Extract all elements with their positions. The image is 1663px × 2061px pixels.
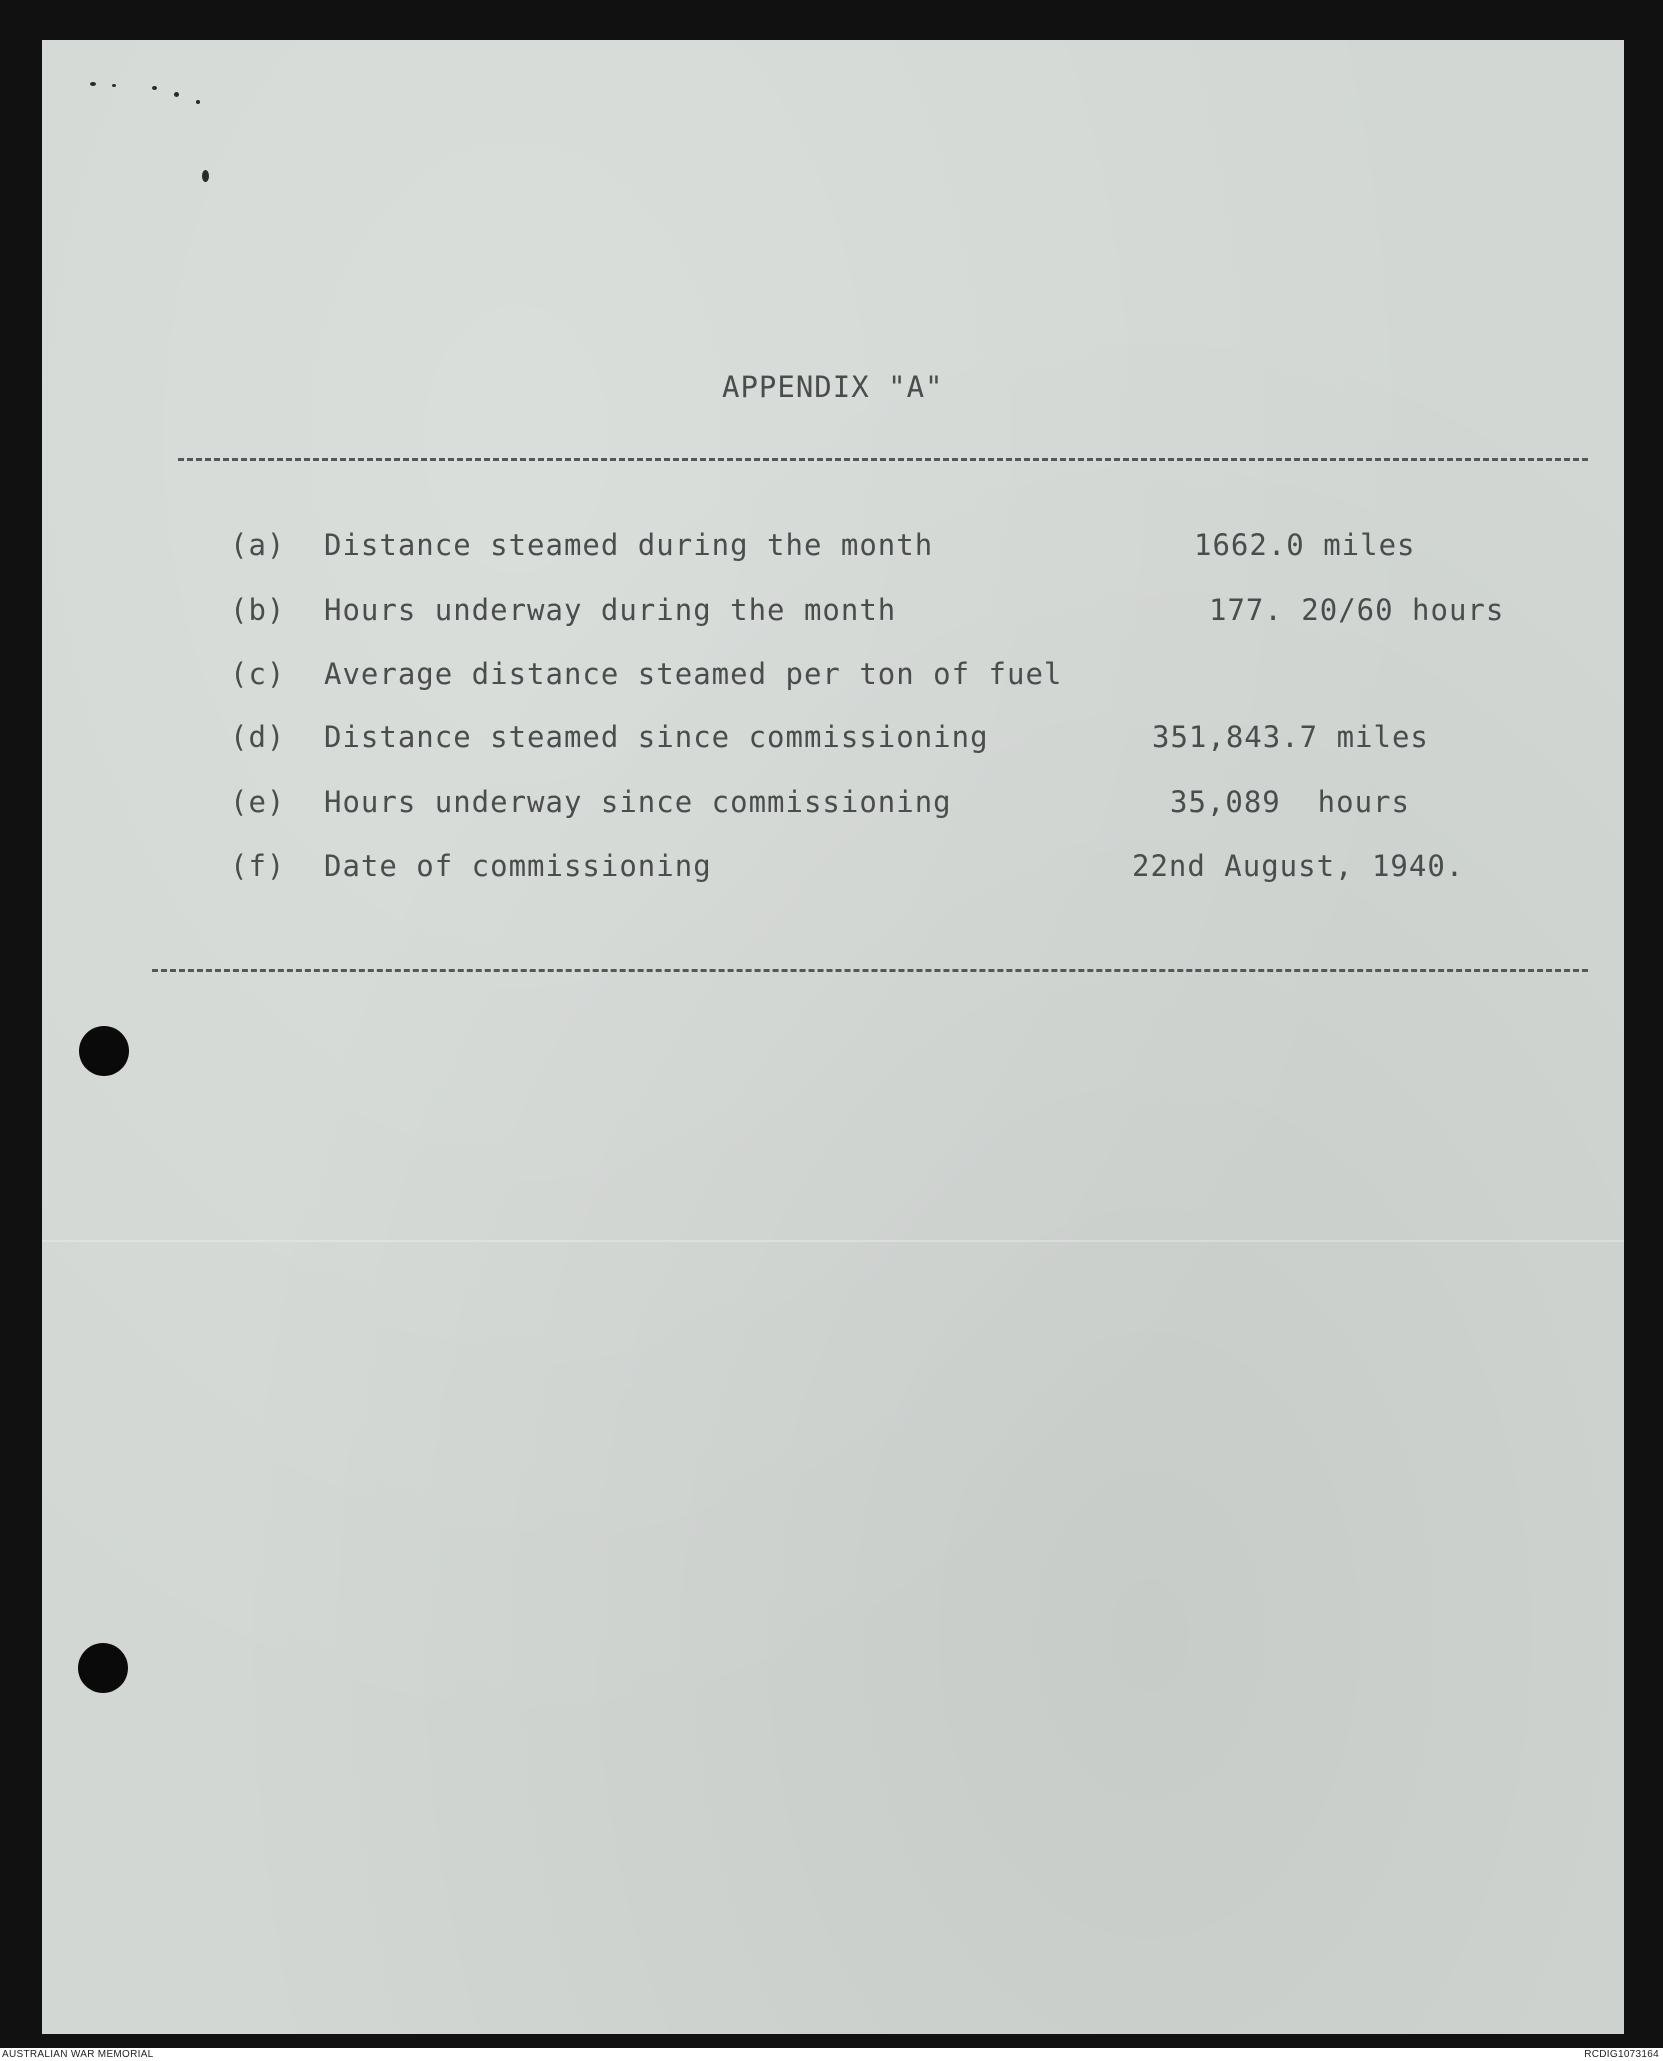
item-value: 351,843.7 miles [1152,720,1429,754]
item-label: (f) [230,849,286,883]
item-value: 1662.0 miles [1194,528,1416,562]
item-label: (e) [230,785,286,819]
item-value: 177. 20/60 hours [1209,593,1505,627]
item-row-f [42,849,1624,889]
item-row-b [42,593,1624,633]
item-label: (a) [230,528,286,562]
item-description: Hours underway during the month [324,593,897,627]
item-label: (d) [230,720,286,754]
punch-hole [78,1643,128,1693]
item-description: Distance steamed since commissioning [324,720,989,754]
item-label: (c) [230,657,286,691]
punch-hole [79,1026,129,1076]
item-description: Date of commissioning [324,849,712,883]
item-row-d [42,720,1624,760]
archive-reference: RCDIG1073164 [1584,2049,1659,2060]
ink-speck [90,82,96,86]
ink-speck [196,100,200,104]
item-description: Distance steamed during the month [324,528,934,562]
dashed-rule-top [178,458,1588,461]
dashed-rule-bottom [152,969,1588,972]
item-row-e [42,785,1624,825]
item-label: (b) [230,593,286,627]
item-value: 22nd August, 1940. [1132,849,1465,883]
ink-speck [152,86,157,90]
ink-speck [202,170,209,182]
item-description: Hours underway since commissioning [324,785,952,819]
document-title: APPENDIX "A" [722,370,944,404]
item-description: Average distance steamed per ton of fuel [324,657,1063,691]
ink-speck [174,92,179,97]
item-value: 35,089 hours [1170,785,1410,819]
paper-fold [42,1240,1624,1242]
ink-speck [112,84,116,87]
archive-credit: AUSTRALIAN WAR MEMORIAL [2,2049,154,2060]
item-row-a [42,528,1624,568]
document-page [42,40,1624,2034]
item-row-c [42,657,1624,697]
